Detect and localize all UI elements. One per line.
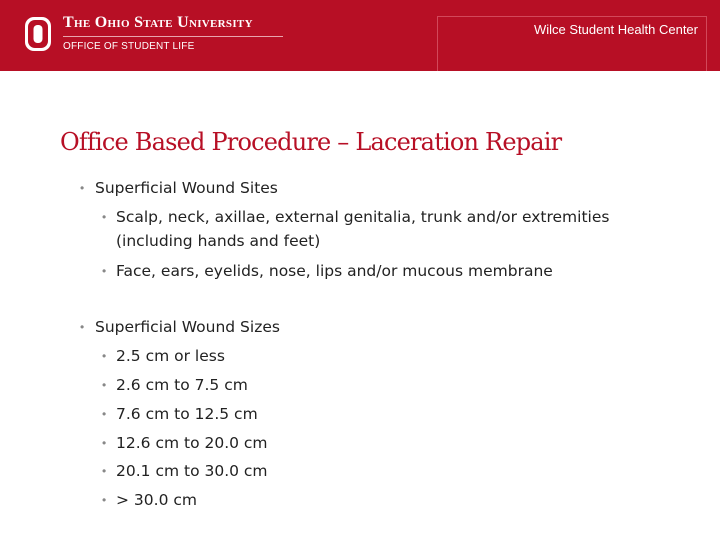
bullet-dot-icon: • bbox=[102, 407, 107, 421]
bullet-dot-icon: • bbox=[102, 436, 107, 450]
bullet-dot-icon: • bbox=[102, 264, 107, 278]
list-item-continuation: (including hands and feet) bbox=[116, 232, 321, 250]
department-name: Wilce Student Health Center bbox=[533, 22, 698, 37]
university-name-text: The Ohio State University bbox=[63, 14, 253, 31]
list-item: 2.6 cm to 7.5 cm bbox=[116, 376, 248, 394]
list-item: Scalp, neck, axillae, external genitalia, trunk and/or extremities bbox=[116, 208, 610, 226]
bullet-dot-icon: • bbox=[102, 378, 107, 392]
bullet-dot-icon: • bbox=[102, 210, 107, 224]
section-heading-sites: Superficial Wound Sites bbox=[95, 179, 278, 197]
list-item: 2.5 cm or less bbox=[116, 347, 225, 365]
bullet-dot-icon: • bbox=[80, 320, 85, 334]
list-item: 7.6 cm to 12.5 cm bbox=[116, 405, 258, 423]
list-item: 20.1 cm to 30.0 cm bbox=[116, 462, 268, 480]
office-name: OFFICE OF STUDENT LIFE bbox=[63, 41, 195, 52]
bullet-dot-icon: • bbox=[102, 349, 107, 363]
section-heading-sizes: Superficial Wound Sizes bbox=[95, 318, 280, 336]
bullet-dot-icon: • bbox=[102, 493, 107, 507]
slide-title: Office Based Procedure – Laceration Repair bbox=[60, 128, 562, 156]
bullet-dot-icon: • bbox=[102, 464, 107, 478]
list-item: 12.6 cm to 20.0 cm bbox=[116, 434, 268, 452]
bullet-dot-icon: • bbox=[80, 181, 85, 195]
list-item: > 30.0 cm bbox=[116, 491, 197, 509]
list-item: Face, ears, eyelids, nose, lips and/or mucous membrane bbox=[116, 262, 553, 280]
